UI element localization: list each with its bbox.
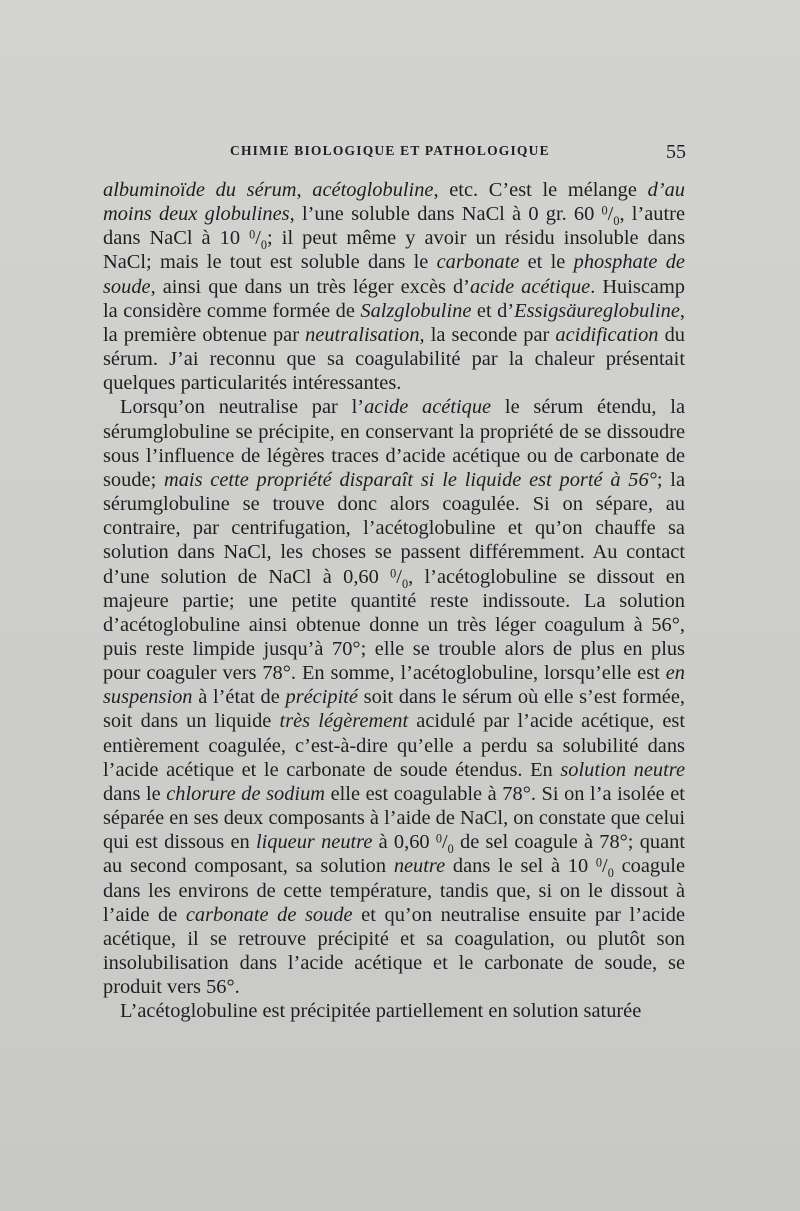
text-run: , l’une soluble dans NaCl à 0 gr. 60: [289, 203, 602, 226]
italic-text: phosphate de soude: [103, 251, 685, 298]
text-run: de sel coagule à 78°; quant au second composant, sa solution: [103, 831, 686, 878]
text-run: /: [441, 831, 448, 854]
text-run: coagule dans les environs de cette température, tandis que, si on le dissout à l’aide de: [103, 855, 685, 926]
paragraph: [103, 999, 685, 1023]
text-run: . Huiscamp la considère comme formée de: [103, 275, 686, 322]
text-run: à l’état de: [192, 686, 286, 709]
text-run: et le: [519, 251, 574, 274]
percent-sign-part: 0: [595, 855, 603, 870]
paragraph: [103, 178, 685, 395]
running-title: CHIMIE BIOLOGIQUE ET PATHOLOGIQUE: [230, 143, 550, 158]
italic-text: neutre: [393, 855, 446, 878]
italic-text: précipité: [285, 686, 358, 709]
percent-sign-part: 0: [260, 238, 268, 253]
percent-sign-part: 0: [447, 842, 454, 857]
text-run: ; la sérumglobuline se trouve donc alors coagulée. Si on sépare, au contraire, par centrifugation, l’acétoglobuline et qu’on chauffe sa solution dans NaCl, les choses se passent différemment. Au contact d’une solution de NaCl à 0,60: [103, 468, 686, 588]
text-run: , la seconde par: [419, 323, 556, 346]
italic-text: solution neutre: [560, 758, 685, 781]
page-number: 55: [666, 141, 686, 163]
percent-sign-part: 0: [601, 203, 608, 218]
italic-text: acide acétique: [364, 396, 492, 419]
text-run: , la première obtenue par: [103, 299, 685, 346]
italic-text: d’au moins deux globulines: [103, 179, 685, 226]
italic-text: acide acétique: [469, 275, 591, 298]
text-run: du sérum. J’ai reconnu que sa coagulabilité par la chaleur présentait quelques particularités intéressantes.: [103, 323, 685, 395]
percent-sign-part: 0: [401, 576, 409, 591]
text-run: et d’: [471, 299, 515, 322]
text-run: L’acétoglobuline est précipitée partiellement en solution saturée: [120, 1000, 642, 1023]
text-run: /: [607, 203, 614, 226]
text-run: dans le sel à 10: [445, 855, 596, 878]
italic-text: acétoglobuline: [312, 179, 434, 201]
italic-text: neutralisation: [305, 323, 420, 346]
percent-sign-part: 0: [613, 214, 620, 229]
italic-text: albuminoïde du sérum: [103, 179, 297, 201]
italic-text: acidification: [555, 323, 659, 346]
percent-sign-part: 0: [390, 566, 397, 580]
text-run: elle est coagulable à 78°. Si on l’a isolée et séparée en ses deux composants à l’aide de NaCl, on constate que celui qui est dissous en: [103, 782, 685, 854]
italic-text: très légèrement: [279, 710, 409, 733]
text-run: , l’autre dans NaCl à 10: [103, 203, 685, 250]
text-run: Lorsqu’on neutralise par l’: [120, 396, 365, 419]
page-header: [104, 143, 684, 167]
italic-text: en suspension: [103, 662, 685, 709]
text-run: acidulé par l’acide acétique, est entièrement coagulée, c’est-à-dire qu’elle a perdu sa solubilité dans l’acide acétique et le carbonate de soude étendus. En: [103, 710, 685, 781]
text-run: dans le: [103, 782, 167, 805]
percent-sign-part: 0: [249, 227, 256, 242]
text-run: ,: [296, 179, 313, 201]
text-run: soit dans le sérum où elle s’est formée, soit dans un liquide: [103, 686, 686, 733]
italic-text: Essigsäureglobuline: [514, 299, 680, 322]
paragraph: [103, 395, 685, 999]
text-run: , ainsi que dans un très léger excès d’: [150, 275, 470, 298]
italic-text: carbonate de soude: [185, 903, 353, 926]
body-text: [103, 178, 685, 1023]
text-run: /: [602, 855, 608, 878]
text-run: , etc. C’est le mélange: [433, 179, 648, 201]
italic-text: liqueur neutre: [255, 831, 373, 854]
italic-text: mais cette propriété disparaît si le liquide est porté à 56°: [164, 468, 657, 491]
italic-text: carbonate: [436, 251, 520, 274]
text-run: et qu’on neutralise ensuite par l’acide acétique, il se retrouve précipité et sa coagulation, ou plutôt son insolubilisation dans l’acide acétique et le carbonate de soude, se produit vers 56°.: [103, 903, 685, 999]
percent-sign-part: 0: [435, 831, 442, 846]
text-run: , l’acétoglobuline se dissout en majeure partie; une petite quantité reste indissoute. La solution d’acétoglobuline ainsi obtenue donne un très léger coagulum à 56°, puis reste limpide jusqu’à 70°; elle se trouble alors de plus en plus pour coaguler vers 78°. En somme, l’acétoglobuline, lorsqu’elle est: [103, 565, 686, 685]
italic-text: Salzglobuline: [360, 299, 472, 322]
text-run: /: [396, 565, 402, 588]
text-run: /: [255, 227, 261, 250]
percent-sign-part: 0: [607, 866, 614, 881]
text-run: ; il peut même y avoir un résidu insoluble dans NaCl; mais le tout est soluble dans le: [103, 227, 685, 274]
italic-text: chlorure de sodium: [166, 782, 325, 805]
text-run: le sérum étendu, la sérumglobuline se précipite, en conservant la propriété de se dissoudre sous l’influence de légères traces d’acide acétique ou de carbonate de soude;: [103, 396, 686, 491]
text-run: à 0,60: [372, 831, 436, 854]
